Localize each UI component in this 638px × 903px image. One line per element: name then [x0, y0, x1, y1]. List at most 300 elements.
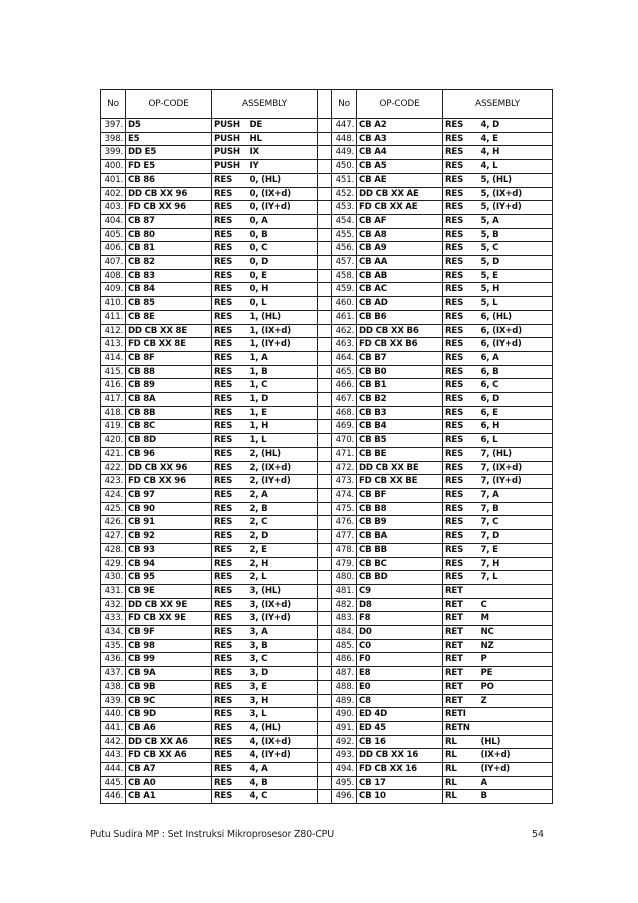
row-number: 433.	[101, 612, 126, 626]
opcode-cell: CB A1	[126, 790, 212, 804]
column-gap	[318, 146, 332, 160]
mnemonic-cell: RES	[212, 379, 248, 393]
column-gap	[318, 680, 332, 694]
row-number: 481.	[332, 584, 357, 598]
mnemonic-cell: RES	[212, 475, 248, 489]
operand-cell	[479, 721, 553, 735]
mnemonic-cell: RES	[443, 420, 479, 434]
column-gap	[318, 393, 332, 407]
opcode-cell: FD CB XX 96	[126, 475, 212, 489]
operand-cell: P	[479, 653, 553, 667]
opcode-cell: CB AB	[357, 269, 443, 283]
table-row	[101, 612, 553, 626]
operand-cell: 5, L	[479, 297, 553, 311]
mnemonic-cell: RET	[443, 626, 479, 640]
table-row	[101, 763, 553, 777]
row-number: 406.	[101, 242, 126, 256]
mnemonic-cell: RES	[443, 310, 479, 324]
operand-cell: 0, C	[248, 242, 318, 256]
operand-cell: IX	[248, 146, 318, 160]
row-number: 469.	[332, 420, 357, 434]
opcode-cell: CB AF	[357, 214, 443, 228]
row-number: 418.	[101, 406, 126, 420]
opcode-cell: C0	[357, 639, 443, 653]
row-number: 458.	[332, 269, 357, 283]
table-body	[101, 119, 553, 804]
opcode-cell: CB AC	[357, 283, 443, 297]
opcode-cell: CB 90	[126, 502, 212, 516]
table-row	[101, 269, 553, 283]
opcode-cell: CB 8C	[126, 420, 212, 434]
column-gap	[318, 256, 332, 270]
operand-cell: 6, B	[479, 365, 553, 379]
operand-cell: 1, (IY+d)	[248, 338, 318, 352]
row-number: 411.	[101, 310, 126, 324]
column-gap	[318, 283, 332, 297]
mnemonic-cell: RES	[443, 228, 479, 242]
operand-cell: 5, E	[479, 269, 553, 283]
mnemonic-cell: RES	[443, 461, 479, 475]
row-number: 427.	[101, 530, 126, 544]
row-number: 486.	[332, 653, 357, 667]
opcode-cell: CB 88	[126, 365, 212, 379]
opcode-cell: CB B4	[357, 420, 443, 434]
mnemonic-cell: RETI	[443, 708, 479, 722]
mnemonic-cell: RET	[443, 598, 479, 612]
mnemonic-cell: RES	[212, 297, 248, 311]
operand-cell: 6, (IY+d)	[479, 338, 553, 352]
table-row	[101, 530, 553, 544]
operand-cell: 2, C	[248, 516, 318, 530]
row-number: 479.	[332, 557, 357, 571]
operand-cell: 2, D	[248, 530, 318, 544]
table-row	[101, 776, 553, 790]
table-row	[101, 598, 553, 612]
row-number: 429.	[101, 557, 126, 571]
row-number: 426.	[101, 516, 126, 530]
opcode-cell: CB 8D	[126, 434, 212, 448]
mnemonic-cell: RES	[212, 680, 248, 694]
opcode-cell: CB A3	[357, 132, 443, 146]
opcode-cell: CB 9E	[126, 584, 212, 598]
operand-cell: 4, D	[479, 119, 553, 133]
table-row	[101, 488, 553, 502]
column-gap	[318, 543, 332, 557]
row-number: 419.	[101, 420, 126, 434]
table-row	[101, 173, 553, 187]
operand-cell: 7, H	[479, 557, 553, 571]
row-number: 470.	[332, 434, 357, 448]
mnemonic-cell: RES	[443, 393, 479, 407]
row-number: 456.	[332, 242, 357, 256]
table-row	[101, 584, 553, 598]
column-gap	[318, 90, 332, 119]
row-number: 409.	[101, 283, 126, 297]
opcode-cell: CB 17	[357, 776, 443, 790]
row-number: 480.	[332, 571, 357, 585]
opcode-cell: CB B0	[357, 365, 443, 379]
opcode-table	[100, 89, 553, 804]
row-number: 453.	[332, 201, 357, 215]
opcode-cell: CB 89	[126, 379, 212, 393]
mnemonic-cell: RES	[443, 379, 479, 393]
row-number: 446.	[101, 790, 126, 804]
column-gap	[318, 420, 332, 434]
operand-cell: 7, C	[479, 516, 553, 530]
column-gap	[318, 379, 332, 393]
mnemonic-cell: RL	[443, 735, 479, 749]
column-gap	[318, 119, 332, 133]
operand-cell: 0, (IX+d)	[248, 187, 318, 201]
operand-cell: HL	[248, 132, 318, 146]
row-number: 465.	[332, 365, 357, 379]
operand-cell: 1, L	[248, 434, 318, 448]
operand-cell: 5, (HL)	[479, 173, 553, 187]
operand-cell: 6, H	[479, 420, 553, 434]
table-row	[101, 310, 553, 324]
table-row	[101, 283, 553, 297]
column-gap	[318, 749, 332, 763]
row-number: 432.	[101, 598, 126, 612]
row-number: 425.	[101, 502, 126, 516]
mnemonic-cell: RES	[443, 365, 479, 379]
mnemonic-cell: RES	[212, 447, 248, 461]
row-number: 414.	[101, 351, 126, 365]
opcode-cell: DD CB XX 8E	[126, 324, 212, 338]
row-number: 405.	[101, 228, 126, 242]
row-number: 431.	[101, 584, 126, 598]
operand-cell: 1, (HL)	[248, 310, 318, 324]
row-number: 494.	[332, 763, 357, 777]
table-row	[101, 351, 553, 365]
mnemonic-cell: RES	[212, 406, 248, 420]
operand-cell: 1, E	[248, 406, 318, 420]
row-number: 435.	[101, 639, 126, 653]
opcode-cell: DD CB XX 96	[126, 187, 212, 201]
operand-cell: 3, (IX+d)	[248, 598, 318, 612]
opcode-cell: CB B9	[357, 516, 443, 530]
mnemonic-cell: RES	[212, 735, 248, 749]
row-number: 489.	[332, 694, 357, 708]
mnemonic-cell: RL	[443, 790, 479, 804]
operand-cell: 7, B	[479, 502, 553, 516]
opcode-cell: CB B1	[357, 379, 443, 393]
mnemonic-cell: RES	[212, 173, 248, 187]
operand-cell: (HL)	[479, 735, 553, 749]
column-gap	[318, 790, 332, 804]
row-number: 430.	[101, 571, 126, 585]
column-gap	[318, 228, 332, 242]
opcode-cell: FD CB XX AE	[357, 201, 443, 215]
mnemonic-cell: RL	[443, 776, 479, 790]
mnemonic-cell: RES	[443, 406, 479, 420]
opcode-cell: CB 8F	[126, 351, 212, 365]
opcode-cell: CB 99	[126, 653, 212, 667]
opcode-cell: CB 9B	[126, 680, 212, 694]
opcode-cell: CB A6	[126, 721, 212, 735]
table-row	[101, 543, 553, 557]
row-number: 491.	[332, 721, 357, 735]
column-gap	[318, 488, 332, 502]
row-number: 404.	[101, 214, 126, 228]
mnemonic-cell: RES	[212, 571, 248, 585]
opcode-cell: CB AE	[357, 173, 443, 187]
column-gap	[318, 173, 332, 187]
row-number: 452.	[332, 187, 357, 201]
row-number: 442.	[101, 735, 126, 749]
opcode-cell: CB 82	[126, 256, 212, 270]
mnemonic-cell: RES	[443, 557, 479, 571]
mnemonic-cell: RES	[212, 653, 248, 667]
opcode-cell: CB 83	[126, 269, 212, 283]
opcode-cell: CB BA	[357, 530, 443, 544]
row-number: 492.	[332, 735, 357, 749]
operand-cell: 0, H	[248, 283, 318, 297]
column-gap	[318, 297, 332, 311]
column-gap	[318, 365, 332, 379]
column-gap	[318, 187, 332, 201]
row-number: 473.	[332, 475, 357, 489]
row-number: 444.	[101, 763, 126, 777]
table-row	[101, 119, 553, 133]
mnemonic-cell: RES	[443, 187, 479, 201]
column-gap	[318, 776, 332, 790]
operand-cell: 0, (HL)	[248, 173, 318, 187]
mnemonic-cell: RES	[443, 214, 479, 228]
mnemonic-cell: RET	[443, 584, 479, 598]
table-row	[101, 379, 553, 393]
operand-cell: 0, E	[248, 269, 318, 283]
table-row	[101, 365, 553, 379]
row-number: 464.	[332, 351, 357, 365]
operand-cell: 5, D	[479, 256, 553, 270]
column-gap	[318, 502, 332, 516]
mnemonic-cell: RES	[212, 488, 248, 502]
mnemonic-cell: RES	[212, 187, 248, 201]
row-number: 457.	[332, 256, 357, 270]
mnemonic-cell: RES	[212, 310, 248, 324]
opcode-cell: CB A2	[357, 119, 443, 133]
operand-cell: 5, H	[479, 283, 553, 297]
mnemonic-cell: RES	[212, 790, 248, 804]
table-row	[101, 146, 553, 160]
mnemonic-cell: RES	[443, 256, 479, 270]
column-gap	[318, 763, 332, 777]
mnemonic-cell: RET	[443, 694, 479, 708]
column-gap	[318, 708, 332, 722]
row-number: 467.	[332, 393, 357, 407]
column-gap	[318, 461, 332, 475]
mnemonic-cell: RES	[212, 557, 248, 571]
opcode-cell: CB 92	[126, 530, 212, 544]
column-gap	[318, 557, 332, 571]
table-row	[101, 749, 553, 763]
table-row	[101, 708, 553, 722]
table-row	[101, 228, 553, 242]
operand-cell: 5, (IY+d)	[479, 201, 553, 215]
mnemonic-cell: RET	[443, 680, 479, 694]
opcode-cell: C8	[357, 694, 443, 708]
opcode-cell: FD CB XX 9E	[126, 612, 212, 626]
mnemonic-cell: RES	[212, 365, 248, 379]
mnemonic-cell: RES	[443, 475, 479, 489]
column-gap	[318, 735, 332, 749]
row-number: 485.	[332, 639, 357, 653]
column-gap	[318, 598, 332, 612]
mnemonic-cell: RET	[443, 639, 479, 653]
row-number: 410.	[101, 297, 126, 311]
row-number: 415.	[101, 365, 126, 379]
column-gap	[318, 434, 332, 448]
opcode-cell: CB A9	[357, 242, 443, 256]
column-gap	[318, 530, 332, 544]
row-number: 428.	[101, 543, 126, 557]
opcode-cell: DD CB XX AE	[357, 187, 443, 201]
header-no-right: No	[332, 90, 357, 119]
row-number: 400.	[101, 160, 126, 174]
table-row	[101, 557, 553, 571]
opcode-cell: CB B6	[357, 310, 443, 324]
operand-cell: A	[479, 776, 553, 790]
row-number: 468.	[332, 406, 357, 420]
row-number: 459.	[332, 283, 357, 297]
row-number: 397.	[101, 119, 126, 133]
row-number: 448.	[332, 132, 357, 146]
opcode-cell: FD CB XX 8E	[126, 338, 212, 352]
table-row	[101, 694, 553, 708]
row-number: 474.	[332, 488, 357, 502]
opcode-cell: FD CB XX BE	[357, 475, 443, 489]
column-gap	[318, 132, 332, 146]
mnemonic-cell: RES	[212, 228, 248, 242]
mnemonic-cell: RES	[443, 146, 479, 160]
row-number: 454.	[332, 214, 357, 228]
opcode-cell: FD CB XX B6	[357, 338, 443, 352]
mnemonic-cell: RES	[443, 201, 479, 215]
operand-cell: 2, H	[248, 557, 318, 571]
row-number: 460.	[332, 297, 357, 311]
operand-cell: 6, A	[479, 351, 553, 365]
row-number: 451.	[332, 173, 357, 187]
mnemonic-cell: PUSH	[212, 146, 248, 160]
table-row	[101, 447, 553, 461]
mnemonic-cell: RES	[443, 447, 479, 461]
opcode-cell: CB 8E	[126, 310, 212, 324]
table-row	[101, 160, 553, 174]
opcode-cell: CB A7	[126, 763, 212, 777]
opcode-cell: E8	[357, 667, 443, 681]
column-gap	[318, 721, 332, 735]
header-opcode-right: OP-CODE	[357, 90, 443, 119]
mnemonic-cell: RES	[212, 694, 248, 708]
operand-cell: 4, (HL)	[248, 721, 318, 735]
header-opcode-left: OP-CODE	[126, 90, 212, 119]
opcode-cell: F0	[357, 653, 443, 667]
mnemonic-cell: RES	[212, 214, 248, 228]
column-gap	[318, 612, 332, 626]
opcode-cell: CB BF	[357, 488, 443, 502]
opcode-cell: FD CB XX 96	[126, 201, 212, 215]
mnemonic-cell: RES	[443, 434, 479, 448]
column-gap	[318, 351, 332, 365]
opcode-cell: FD CB XX A6	[126, 749, 212, 763]
operand-cell: (IY+d)	[479, 763, 553, 777]
mnemonic-cell: RES	[443, 530, 479, 544]
opcode-cell: CB BB	[357, 543, 443, 557]
row-number: 401.	[101, 173, 126, 187]
opcode-cell: CB A8	[357, 228, 443, 242]
row-number: 450.	[332, 160, 357, 174]
row-number: 477.	[332, 530, 357, 544]
row-number: 412.	[101, 324, 126, 338]
column-gap	[318, 639, 332, 653]
opcode-cell: ED 4D	[357, 708, 443, 722]
row-number: 461.	[332, 310, 357, 324]
table-row	[101, 256, 553, 270]
row-number: 403.	[101, 201, 126, 215]
mnemonic-cell: RES	[212, 502, 248, 516]
operand-cell: PO	[479, 680, 553, 694]
operand-cell: 0, (IY+d)	[248, 201, 318, 215]
mnemonic-cell: RES	[212, 598, 248, 612]
row-number: 443.	[101, 749, 126, 763]
opcode-cell: CB 16	[357, 735, 443, 749]
opcode-cell: CB B3	[357, 406, 443, 420]
row-number: 437.	[101, 667, 126, 681]
row-number: 441.	[101, 721, 126, 735]
mnemonic-cell: RES	[212, 639, 248, 653]
opcode-cell: D0	[357, 626, 443, 640]
row-number: 471.	[332, 447, 357, 461]
row-number: 463.	[332, 338, 357, 352]
row-number: 438.	[101, 680, 126, 694]
mnemonic-cell: RES	[212, 721, 248, 735]
opcode-cell: CB 95	[126, 571, 212, 585]
column-gap	[318, 310, 332, 324]
opcode-cell: CB B5	[357, 434, 443, 448]
mnemonic-cell: RL	[443, 749, 479, 763]
mnemonic-cell: RL	[443, 763, 479, 777]
operand-cell: 6, (HL)	[479, 310, 553, 324]
row-number: 487.	[332, 667, 357, 681]
operand-cell: 3, (HL)	[248, 584, 318, 598]
operand-cell: 6, E	[479, 406, 553, 420]
opcode-cell: CB 8A	[126, 393, 212, 407]
row-number: 496.	[332, 790, 357, 804]
opcode-cell: CB 9A	[126, 667, 212, 681]
opcode-cell: CB 9C	[126, 694, 212, 708]
mnemonic-cell: RES	[212, 584, 248, 598]
row-number: 445.	[101, 776, 126, 790]
mnemonic-cell: RET	[443, 653, 479, 667]
operand-cell: 4, C	[248, 790, 318, 804]
operand-cell: 7, (HL)	[479, 447, 553, 461]
operand-cell: 7, D	[479, 530, 553, 544]
operand-cell	[479, 584, 553, 598]
table-row	[101, 420, 553, 434]
opcode-cell: CB 9F	[126, 626, 212, 640]
opcode-cell: CB 9D	[126, 708, 212, 722]
operand-cell: 6, C	[479, 379, 553, 393]
opcode-cell: CB 91	[126, 516, 212, 530]
opcode-cell: DD CB XX B6	[357, 324, 443, 338]
row-number: 449.	[332, 146, 357, 160]
table-row	[101, 461, 553, 475]
opcode-cell: D8	[357, 598, 443, 612]
opcode-cell: CB 86	[126, 173, 212, 187]
operand-cell: 5, A	[479, 214, 553, 228]
operand-cell: 7, A	[479, 488, 553, 502]
